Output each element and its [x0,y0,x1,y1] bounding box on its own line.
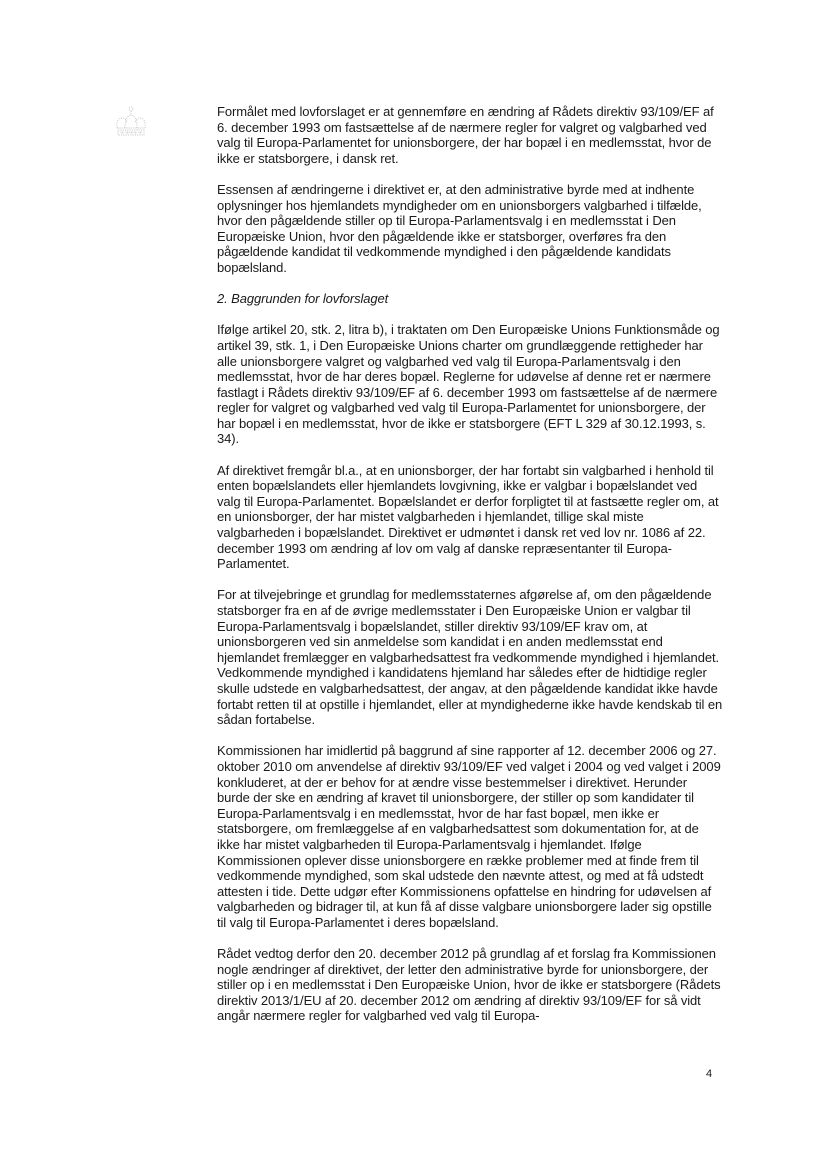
paragraph-eligibility-attestation: For at tilvejebringe et grundlag for medlemsstaternes afgørelse af, om den pågældende statsborger fra en af de øvrige medlemsstater i Den Europæiske Union er valgbar til Europa-Parlamentsvalg i bopælslandet, stiller direktiv 93/109/EF krav om, at unionsborgeren ved sin anmeldelse som kandidat i en anden medlemsstat end hjemlandet fremlægger en valgbarhedsattest fra vedkommende myndighed i hjemlandet. Vedkommende myndighed i kandidatens hjemland har således efter de hidtidige regler skulle udstede en valgbarhedsattest, der angav, at den pågældende kandidat ikke havde fortabt retten til at opstille i hjemlandet, eller at myndighederne ikke havde kendskab til en sådan fortabelse. [217,587,723,728]
paragraph-legal-basis: Ifølge artikel 20, stk. 2, litra b), i traktaten om Den Europæiske Unions Funktionsmåde og artikel 39, stk. 1, i Den Europæiske Unions charter om grundlæggende rettigheder har alle unionsborgere valgret og valgbarhed ved valg til Europa-Parlamentsvalg i den medlemsstat, hvor de har deres bopæl. Reglerne for udøvelse af denne ret er nærmere fastlagt i Rådets direktiv 93/109/EF af 6. december 1993 om fastsættelse af de nærmere regler for valgret og valgbarhed ved valg til Europa-Parlamentet for unionsborgere, der har bopæl i en medlemsstat, hvor de ikke er statsborgere (EFT L 329 af 30.12.1993, s. 34). [217,322,720,447]
section-heading-background: 2. Baggrunden for lovforslaget [217,291,389,307]
paragraph-council-decision: Rådet vedtog derfor den 20. december 2012 på grundlag af et forslag fra Kommissionen nogle ændringer af direktivet, der letter den administrative byrde for unionsborgere, der stiller op i en medlemsstat i Den Europæiske Union, hvor de ikke er statsborgere (Rådets direktiv 2013/1/EU af 20. december 2012 om ændring af direktiv 93/109/EF for så vidt angår nærmere regler for valgbarhed ved valg til Europa- [217,946,721,1024]
page-number: 4 [706,1068,713,1080]
crown-logo-icon [113,106,149,138]
paragraph-essence: Essensen af ændringerne i direktivet er, at den administrative byrde med at indhente oplysninger hos hjemlandets myndigheder om en unionsborgers valgbarhed i tilfælde, hvor den pågældende stiller op til Europa-Parlamentsvalg i en medlemsstat i Den Europæiske Union, hvor den pågældende ikke er statsborger, overføres fra den pågældende kandidat til vedkommende myndighed i den pågældende kandidats bopælsland. [217,181,702,275]
paragraph-purpose: Formålet med lovforslaget er at gennemføre en ændring af Rådets direktiv 93/109/EF af 6. december 1993 om fastsættelse af de nærmere regler for valgret og valgbarhed ved valg til Europa-Parlamentet for unionsborgere, der har bopæl i en medlemsstat, hvor de ikke er statsborgere, i dansk ret. [217,104,714,166]
document-body [217,104,723,1040]
paragraph-directive-content: Af direktivet fremgår bl.a., at en unionsborger, der har fortabt sin valgbarhed i henhold til enten bopælslandets eller hjemlandets lovgivning, ikke er valgbar i bopælslandet ved valg til Europa-Parlamentet. Bopælslandet er derfor forpligtet til at fastsætte regler om, at en unionsborger, der har mistet valgbarheden i hjemlandet, tillige skal miste valgbarheden i bopælslandet. Direktivet er udmøntet i dansk ret ved lov nr. 1086 af 22. december 1993 om ændring af lov om valg af danske repræsentanter til Europa-Parlamentet. [217,462,719,572]
paragraph-commission-reports: Kommissionen har imidlertid på baggrund af sine rapporter af 12. december 2006 og 27. oktober 2010 om anvendelse af direktiv 93/109/EF ved valget i 2004 og ved valget i 2009 konkluderet, at der er behov for at ændre visse bestemmelser i direktivet. Herunder burde der ske en ændring af kravet til unionsborgere, der stiller op som kandidater til Europa-Parlamentsvalg i en medlemsstat, hvor de har fast bopæl, men ikke er statsborgere, om fremlæggelse af en valgbarhedsattest som dokumentation for, at de ikke har mistet valgbarheden til Europa-Parlamentsvalg i hjemlandet. Ifølge Kommissionen oplever disse unionsborgere en række problemer med at finde frem til vedkommende myndighed, som skal udstede den nævnte attest, og med at få udstedt attesten i tide. Dette udgør efter Kommissionens opfattelse en hindring for udøvelsen af valgbarheden og bidrager til, at kun få af disse valgbare unionsborgere lader sig opstille til valg til Europa-Parlamentet i deres bopælsland. [217,743,721,930]
